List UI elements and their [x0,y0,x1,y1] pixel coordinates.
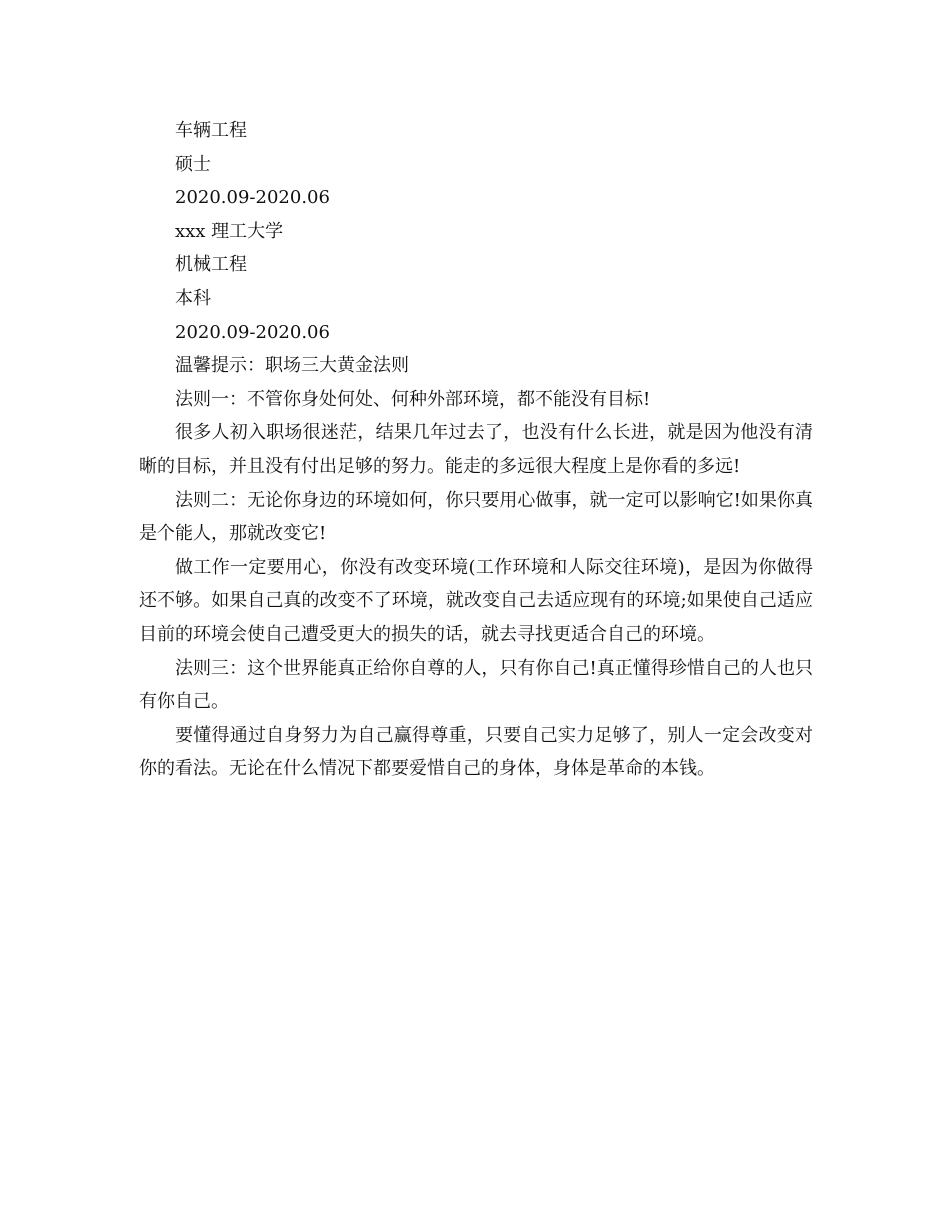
master-period: 2020.09-2020.06 [175,187,330,209]
rule-three: 法则三：这个世界能真正给你自尊的人，只有你自己!真正懂得珍惜自己的人也只有你自己。 [139,657,813,713]
major-vehicle-engineering: 车辆工程 [175,120,247,141]
paragraph-respect: 要懂得通过自身努力为自己赢得尊重，只要自己实力足够了，别人一定会改变对你的看法。无论在什么情况下都要爱惜自己的身体，身体是革命的本钱。 [139,724,813,780]
degree-bachelor: 本科 [175,287,211,309]
rule-two: 法则二：无论你身边的环境如何，你只要用心做事，就一定可以影响它!如果你真是个能人，那就改变它! [139,489,813,545]
rule-one: 法则一：不管你身处何处、何种外部环境，都不能没有目标! [175,388,651,410]
paragraph-environment: 做工作一定要用心，你没有改变环境(工作环境和人际交往环境)，是因为你做得还不够。如果自己真的改变不了环境，就改变自己去适应现有的环境;如果使自己适应目前的环境会使自己遭受更大的损失的话，就去寻找更适合自己的环境。 [139,556,813,645]
document-body [139,114,813,786]
paragraph-goals: 很多人初入职场很迷茫，结果几年过去了，也没有什么长进，就是因为他没有清晰的目标，并且没有付出足够的努力。能走的多远很大程度上是你看的多远! [139,422,813,477]
major-mechanical-engineering: 机械工程 [175,254,247,276]
bachelor-period: 2020.09-2020.06 [175,321,330,343]
degree-master: 硕士 [175,153,211,175]
tips-heading: 温馨提示：职场三大黄金法则 [175,355,409,377]
university-name: xxx 理工大学 [175,220,284,242]
